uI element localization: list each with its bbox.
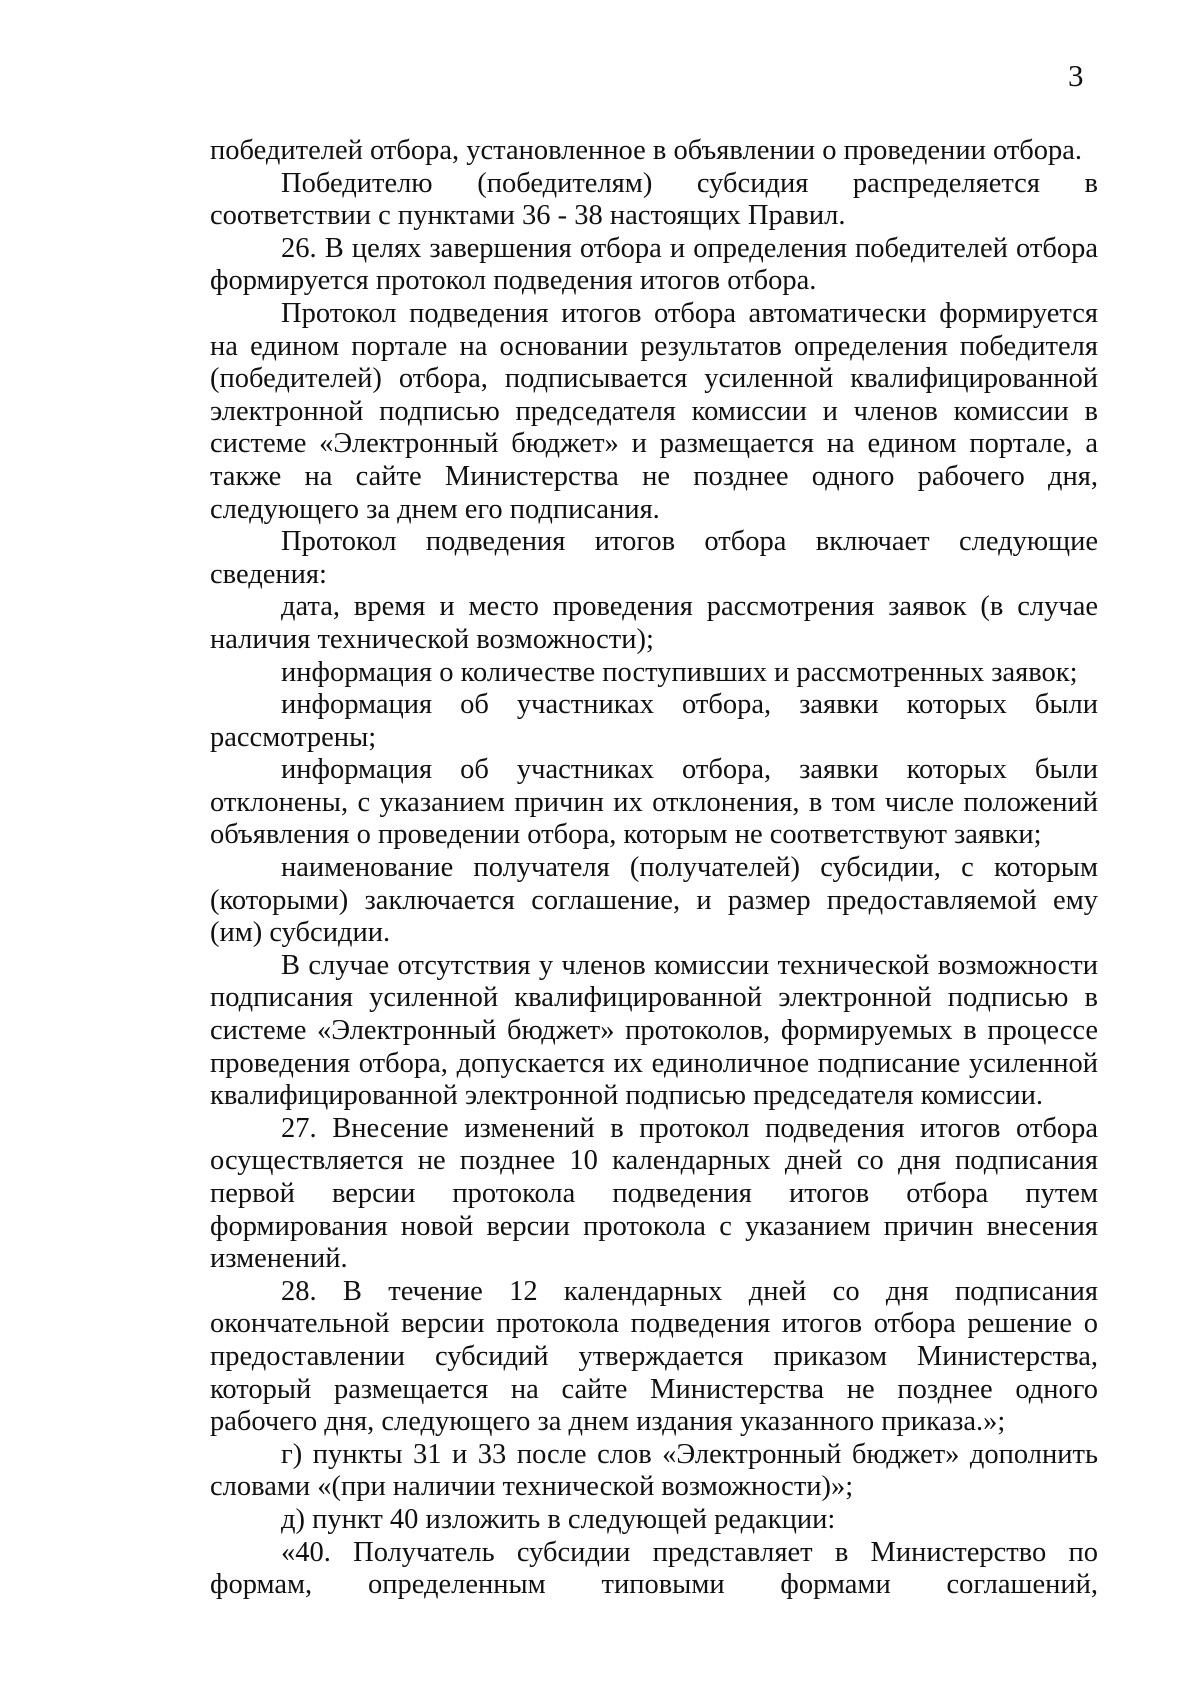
page-number: 3 bbox=[1068, 58, 1084, 93]
document-body bbox=[210, 135, 1098, 1602]
paragraph: 27. Внесение изменений в протокол подведения итогов отбора осуществляется не позднее 10 календарных дней со дня подписания первой версии протокола подведения итогов отбора путем формирования новой версии протокола с указанием причин внесения изменений. bbox=[210, 1112, 1098, 1275]
paragraph: Победителю (победителям) субсидия распределяется в соответствии с пунктами 36 - 38 настоящих Правил. bbox=[210, 167, 1098, 232]
paragraph: д) пункт 40 изложить в следующей редакции: bbox=[281, 1503, 836, 1535]
paragraph: информация об участниках отбора, заявки которых были отклонены, с указанием причин их отклонения, в том числе положений объявления о проведении отбора, которым не соответствуют заявки; bbox=[210, 754, 1098, 851]
paragraph: г) пункты 31 и 33 после слов «Электронный бюджет» дополнить словами «(при наличии технической возможности)»; bbox=[210, 1438, 1098, 1503]
paragraph: дата, время и место проведения рассмотрения заявок (в случае наличия технической возможности); bbox=[210, 591, 1098, 655]
paragraph: информация об участниках отбора, заявки которых были рассмотрены; bbox=[210, 689, 1098, 753]
paragraph: 26. В целях завершения отбора и определения победителей отбора формируется протокол подведения итогов отбора. bbox=[210, 232, 1098, 297]
paragraph: 28. В течение 12 календарных дней со дня подписания окончательной версии протокола подведения итогов отбора решение о предоставлении субсидий утверждается приказом Министерства, который размещается на сайте Министерства не позднее одного рабочего дня, следующего за днем издания указанного приказа.»; bbox=[210, 1275, 1098, 1438]
paragraph: В случае отсутствия у членов комиссии технической возможности подписания усиленной квалифицированной электронной подписью в системе «Электронный бюджет» протоколов, формируемых в процессе проведения отбора, допускается их единоличное подписание усиленной квалифицированной электронной подписью председателя комиссии. bbox=[210, 949, 1098, 1112]
paragraph: победителей отбора, установленное в объявлении о проведении отбора. bbox=[210, 135, 1083, 166]
paragraph: «40. Получатель субсидии представляет в Министерство по формам, определенным типовыми формами соглашений, bbox=[210, 1536, 1098, 1601]
paragraph: наименование получателя (получателей) субсидии, с которым (которыми) заключается соглашение, и размер предоставляемой ему (им) субсидии. bbox=[210, 852, 1098, 949]
paragraph: Протокол подведения итогов отбора автоматически формируется на едином портале на основании результатов определения победителя (победителей) отбора, подписывается усиленной квалифицированной электронной подписью председателя комиссии и членов комиссии в системе «Электронный бюджет» и размещается на едином портале, а также на сайте Министерства не позднее одного рабочего дня, следующего за днем его подписания. bbox=[210, 297, 1098, 525]
paragraph: Протокол подведения итогов отбора включает следующие сведения: bbox=[210, 526, 1098, 590]
paragraph: информация о количестве поступивших и рассмотренных заявок; bbox=[281, 656, 1078, 688]
